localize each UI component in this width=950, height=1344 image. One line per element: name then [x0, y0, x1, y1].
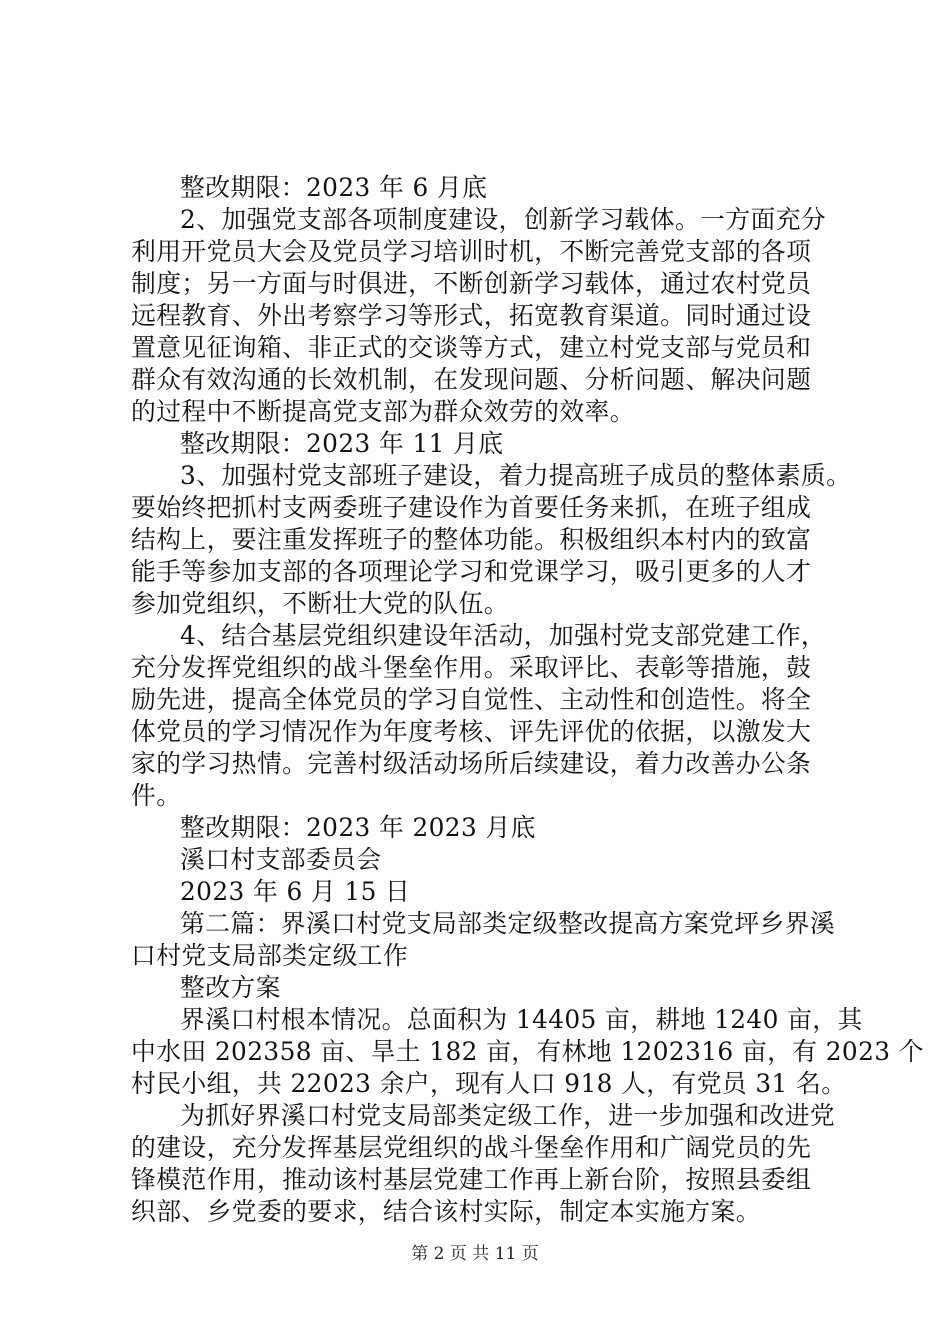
paragraph-line: 充分发挥党组织的战斗堡垒作用。采取评比、表彰等措施，鼓 [131, 653, 812, 682]
deadline-line: 整改期限：2023 年 11 月底 [180, 429, 504, 458]
page-number-footer: 第 2 页 共 11 页 [411, 1244, 539, 1264]
paragraph-line: 的建设，充分发挥基层党组织的战斗堡垒作用和广阔党员的先 [131, 1133, 812, 1162]
paragraph-line: 置意见征询箱、非正式的交谈等方式，建立村党支部与党员和 [131, 333, 812, 362]
paragraph-line: 制度；另一方面与时俱进，不断创新学习载体，通过农村党员 [131, 269, 812, 298]
paragraph-line: 要始终把抓村支两委班子建设作为首要任务来抓，在班子组成 [131, 493, 812, 522]
paragraph-line: 能手等参加支部的各项理论学习和党课学习，吸引更多的人才 [131, 557, 812, 586]
paragraph-line: 3、加强村党支部班子建设，着力提高班子成员的整体素质。 [180, 461, 852, 490]
paragraph-line: 的过程中不断提高党支部为群众效劳的效率。 [131, 397, 635, 426]
signature-date: 2023 年 6 月 15 日 [180, 877, 411, 906]
paragraph-line: 结构上，要注重发挥班子的整体功能。积极组织本村内的致富 [131, 525, 812, 554]
paragraph-line: 体党员的学习情况作为年度考核、评先评优的依据，以激发大 [131, 717, 812, 746]
section-subtitle: 整改方案 [180, 973, 281, 1002]
paragraph-line: 为抓好界溪口村党支局部类定级工作，进一步加强和改进党 [180, 1101, 836, 1130]
signature-org: 溪口村支部委员会 [180, 845, 382, 874]
paragraph-line: 群众有效沟通的长效机制，在发现问题、分析问题、解决问题 [131, 365, 812, 394]
paragraph-line: 界溪口村根本情况。总面积为 14405 亩，耕地 1240 亩，其 [180, 1005, 863, 1034]
paragraph-line: 远程教育、外出考察学习等形式，拓宽教育渠道。同时通过设 [131, 301, 812, 330]
section-title: 口村党支局部类定级工作 [131, 941, 409, 970]
paragraph-line: 织部、乡党委的要求，结合该村实际，制定本实施方案。 [131, 1197, 761, 1226]
paragraph-line: 励先进，提高全体党员的学习自觉性、主动性和创造性。将全 [131, 685, 812, 714]
paragraph-line: 2、加强党支部各项制度建设，创新学习载体。一方面充分 [180, 205, 827, 234]
paragraph-line: 件。 [131, 781, 182, 810]
paragraph-line: 4、结合基层党组织建设年活动，加强村党支部党建工作， [180, 621, 827, 650]
paragraph-line: 参加党组织，不断壮大党的队伍。 [131, 589, 509, 618]
paragraph-line: 家的学习热情。完善村级活动场所后续建设，着力改善办公条 [131, 749, 812, 778]
paragraph-line: 中水田 202358 亩、旱土 182 亩，有林地 1202316 亩，有 2023 个 [131, 1037, 924, 1066]
deadline-line: 整改期限：2023 年 6 月底 [180, 173, 488, 202]
section-title: 第二篇：界溪口村党支局部类定级整改提高方案党坪乡界溪 [180, 909, 836, 938]
deadline-line: 整改期限：2023 年 2023 月底 [180, 813, 536, 842]
paragraph-line: 锋模范作用，推动该村基层党建工作再上新台阶，按照县委组 [131, 1165, 812, 1194]
paragraph-line: 村民小组，共 22023 余户，现有人口 918 人，有党员 31 名。 [131, 1069, 847, 1098]
paragraph-line: 利用开党员大会及党员学习培训时机，不断完善党支部的各项 [131, 237, 812, 266]
